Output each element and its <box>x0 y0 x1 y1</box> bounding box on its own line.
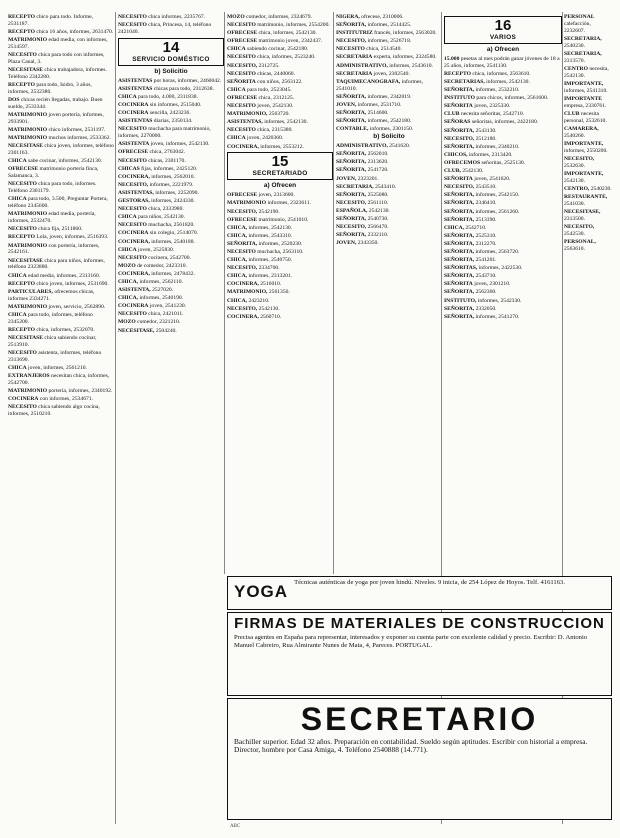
classified-ad: ASISTENTAS chicas para todo, 2312638. <box>118 85 214 92</box>
classified-ad: COCINERA, informes, 2553212. <box>227 143 304 150</box>
classified-ad: SEÑORITA, informes, 2532210. <box>444 87 520 94</box>
classified-ad: RECEPTO Lola, joven, informes, 2516393. <box>8 234 109 241</box>
classified-ad: COCINERA, informes, 2562010. <box>118 173 195 180</box>
classified-ad: MATRIMONIO, 2561350. <box>227 289 290 296</box>
classified-ad: SEÑORITA, informes, 2340210. <box>444 143 520 150</box>
ad-headline: YOGA <box>234 582 289 601</box>
classified-ad: SECRETARIA, 2313570. <box>564 50 602 64</box>
classified-ad: JOVEN, 2343350. <box>336 240 379 247</box>
classified-ad: SEÑORITA, 2312270. <box>444 240 497 247</box>
classified-ad: SECRETARIA joven, 2302540. <box>336 70 410 77</box>
classified-ad: TAQUIMECANOGRAFA, informes, 2541010. <box>336 78 423 92</box>
classified-ad: SEÑORITA, informes, 2542180. <box>336 118 412 125</box>
classified-ad: MATRIMONIO joven, servicio, 2562890. <box>8 303 106 310</box>
classified-ad: ASISTENTAS, informes, 2542130. <box>227 119 308 126</box>
section-subheader: b) Solicito <box>373 133 405 141</box>
classified-ad: CHICA, 2423210. <box>227 297 270 304</box>
classified-ad: CENTRO necesita, 2542130. <box>564 65 609 79</box>
classified-ad: SECRETARIAS, informes, 2542130. <box>444 79 530 85</box>
classified-ad: MOZO de comedor, 2423310. <box>118 262 187 269</box>
display-ad-secretario <box>227 698 612 820</box>
classified-ad: SEÑORITA, informes, 2542150. <box>444 192 520 199</box>
ad-column-4 <box>336 14 442 586</box>
classified-ad: IMPORTANTE empresa, 2330761. <box>564 95 607 109</box>
classified-ad: NECESITO, 2512180. <box>444 135 497 142</box>
classified-ad: RECEPTO chico joven, informes, 2531690. <box>8 280 109 287</box>
ad-body: Bachiller superior. Edad 32 años. Preparación en contabilidad. Sueldo según aptitudes. Escribir con historial a empresa. Director, hombre por Casa Amiga, 4. Teléfono 2540888 (14.771). <box>234 737 588 755</box>
classified-ad: NECESITO matrimonio, informes, 2554200. <box>227 22 330 29</box>
classified-ad: NECESITO joven, 2542130. <box>227 103 294 110</box>
classified-ad: NECESITASE chica trabajadora, informes. Teléfono 2342280. <box>8 67 107 80</box>
classified-ad: MATRIMONIO joven portería, informes, 2933901. <box>8 112 104 125</box>
classified-ad: NECESITO, 2542130. <box>227 305 280 312</box>
section-subheader: a) Ofrecen <box>263 182 297 190</box>
ad-body: Precisa agentes en España para representar, interesados y exponer su cuenta parte con excelente calidad y precio. Escribir: D. Antonio Manuel Cabreiro, Rua Almirante Nunes de Mata, 4, Pareces. PORTUGAL. <box>234 634 588 649</box>
classified-ad: ASISTENTAS, informes, 2252090. <box>118 189 199 196</box>
classified-ad: SEÑORITA, informes, 2520230. <box>227 240 303 247</box>
classified-ad: CLUB necesita personal, 2532610. <box>564 110 607 124</box>
classified-ad: RECEPTO chica, informes, 2563610. <box>444 70 531 77</box>
classified-ad: PERSONAL, 2563610. <box>564 239 596 252</box>
classified-ad: CHICA sabiendo cocinar, 2542180. <box>227 46 309 53</box>
classified-ad: DOS chicas recién llegadas, trabajo. Buen sueldo, 2533344. <box>8 97 103 110</box>
classified-ad: NECESITO chica informes, 2235767. <box>118 14 206 20</box>
classified-ad: CHICAS fijas, informes, 2425120. <box>118 165 198 172</box>
classified-ad: IMPORTANTE, informes, 2550200. <box>564 140 608 154</box>
classified-ad: PARTICULARES, ofrecemos chicas, informes 2334271. <box>8 288 95 302</box>
classified-ad: NECESITO chica, 2514540. <box>336 46 402 53</box>
classified-ad: CHICA, informes, 2542130. <box>227 224 293 231</box>
classified-ad: SEÑORITAS, informes, 2422530. <box>444 265 523 272</box>
classified-ad: INSTITUTO, informes, 2542330. <box>444 297 522 304</box>
column-3-body <box>227 192 333 320</box>
classified-ad: MOZO comedor, informes, 2324679. <box>227 14 312 20</box>
classified-ad: NECESITO, 2542190. <box>227 208 280 215</box>
classified-ad: CHICA para todo, 3.500, Preguntar Portera, teléfono 2345600. <box>8 196 108 210</box>
classified-ad: SEÑORITA, informes, 2563720. <box>444 248 520 255</box>
classified-ad: NECESITO, 2566470. <box>336 224 389 231</box>
classified-ad: OFRECESE chica, informes, 2542130. <box>227 30 317 37</box>
section-title: SERVICIO DOMÉSTICO <box>132 55 210 63</box>
classified-ad: CHICA, 2542710. <box>444 224 487 231</box>
classified-ad: ASISTENTA joven, informes, 2542130. <box>118 141 210 148</box>
classified-ad: COCINERA sin informes, 2515040. <box>118 102 202 109</box>
classified-ad: SECRETARIA, 2543410. <box>336 183 397 190</box>
column-3-top <box>227 14 333 150</box>
classified-ad: SEÑORITA, informes, 2541270. <box>444 313 520 320</box>
ad-body: Técnicas auténticas de yoga por joven hindú. Niveles. 9 inicia, de 254 López de Hoyos. Telf. 4161163. <box>294 579 565 586</box>
classified-ad: NIGERA, ofrecese, 2310006. <box>336 14 404 20</box>
classified-ad: SEÑORITA, informes, 2342019. <box>336 93 412 100</box>
classified-ad: PERSONAL calefacción, 2232607. <box>564 14 595 34</box>
classified-ad: SEÑORITA, 2525310. <box>444 232 497 239</box>
classified-ad: COCINERA, 2560710. <box>227 313 282 320</box>
classified-ad: IMPORTANTE, 2542130. <box>564 170 604 184</box>
classified-ad: OFRECESE joven, 2313600. <box>227 192 295 199</box>
classified-ad: CHICA para todo, informes, teléfono 2345200. <box>8 311 93 325</box>
classified-ad: NECESITO, 2334700. <box>227 265 280 272</box>
classified-ad: RECEPTO para todo, Isidro, 3 años, informes, 2532380. <box>8 82 92 95</box>
section-title: SECRETARIADO <box>252 170 308 178</box>
classified-ad: NECESITO muchacha para matrimonio, informes, 2270000. <box>118 126 211 140</box>
classified-ad: SEÑORITA, 2543710. <box>444 273 497 280</box>
classified-ad: OFRECESE matrimonio, 2541010. <box>227 216 309 223</box>
classified-ad: SEÑORITA, informes, 2514425. <box>336 22 412 29</box>
classified-ad: NECESITO muchacha, 2563110. <box>227 248 304 255</box>
classified-ad: CHICA para niños, 2542130. <box>118 214 185 221</box>
classified-ad: CHICA joven, 2420360. <box>227 135 284 142</box>
classified-ad: CHICA, informes, 2313201. <box>227 273 293 280</box>
classified-ad: SEÑORITA, 2541720. <box>336 167 389 174</box>
classified-ad: OFRECEMOS señoritas, 2525130. <box>444 159 526 166</box>
classified-ad: NECESITASE chica sabiendo cocinar, 2513910. <box>8 334 97 348</box>
classified-ad: SEÑORITA, 2562010. <box>336 151 389 158</box>
classified-ad: CLUB, 2542130. <box>444 168 484 175</box>
section-number: 15 <box>271 153 289 171</box>
classified-ad: EXTRANJEROS necesitan chica, informes, 2542700. <box>8 373 110 386</box>
classified-ad: SEÑORITA joven, 2325330. <box>444 103 511 110</box>
classified-ad: SEÑORITA, 2525080. <box>336 191 389 198</box>
classified-ad: OFRECESE chica, 2312125. <box>227 94 295 101</box>
classified-ad: NECESITO, 2532630. <box>564 155 595 169</box>
classified-ad: NECESITO chica para todo con informes, Plaza Canal, 3. <box>8 52 105 65</box>
classified-ad: CHICA, informes, 2543310. <box>227 232 293 239</box>
section-subheader: a) Ofrecen <box>486 46 520 53</box>
ad-headline: FIRMAS DE MATERIALES DE CONSTRUCCION <box>234 615 605 632</box>
column-2-top <box>118 14 224 36</box>
classified-ad: MOZO comedor, 2321210. <box>118 319 181 326</box>
classified-ad: NECESITO chica, Princesa, 14, teléfono 2421040. <box>118 22 212 35</box>
classified-ad: MATRIMONIO muchos informes, 2533362. <box>8 135 111 142</box>
classified-ad: ASISTENTAS por horas, informes, 2460042. <box>118 77 222 84</box>
classified-ad: NECESITASE, 2313500. <box>564 209 601 222</box>
classified-ad: MATRIMONIO informes, 2323611. <box>227 200 311 207</box>
classified-ad: CHICA para todo, 4.000, 2311838. <box>118 94 198 100</box>
classified-ad: CLUB necesita señoritas, 2542710. <box>444 111 525 118</box>
classified-ad: SEÑORITA, 2313620. <box>336 159 389 166</box>
classified-ad: ESPAÑOLA, 2542130. <box>336 207 390 214</box>
classified-ad: NECESITO chicas, 2301170. <box>118 157 186 164</box>
classified-ad: NECESITASE chica joven, informes, teléfono 2301163. <box>8 143 114 157</box>
ad-column-1 <box>8 14 114 826</box>
classified-ad: SEÑORITA, 2513390. <box>444 216 497 223</box>
classified-ad: NECESITO, 2543510. <box>444 184 497 191</box>
classified-ad: NECESITO, 2561110. <box>336 199 389 206</box>
classified-ad: SEÑORITA, 2514600. <box>336 109 389 116</box>
column-2-body <box>118 78 224 335</box>
classified-ad: COCINERA, 2516010. <box>227 281 282 288</box>
classified-ad: COCINERA sencilla, 2423236. <box>118 110 191 117</box>
section-header-16 <box>444 16 562 44</box>
classified-ad: 15.000 pesetas al mes podrán ganar jóvenes de 18 a 25 años, informes, 2541130. <box>444 55 560 69</box>
classified-ad: RECEPTO chica, informes, 2532070. <box>8 326 95 333</box>
classified-ad: NECESITASE chica para niños, informes, teléfono 2323880. <box>8 257 105 271</box>
classified-ad: NECESITO chica fija, 2511860. <box>8 226 83 233</box>
classified-ad: CHICOS, informes, 2313420. <box>444 151 513 158</box>
section-number: 16 <box>494 17 512 34</box>
classified-ad: SEÑORITA joven, 2541620. <box>444 176 511 183</box>
classified-ad: RECEPTO chico para todo. Informe, 2531187. <box>8 14 94 27</box>
column-4-body <box>336 143 442 247</box>
section-header-15 <box>227 152 333 180</box>
classified-ad: NECESITO, informes, 2526718. <box>336 38 412 45</box>
classified-ad: SEÑORITA, informes, 2561260. <box>444 208 520 215</box>
classified-ad: CAMARERA, 2540260. <box>564 125 599 139</box>
classified-ad: NECESITO chica para todo, informes. Teléfono 2301179. <box>8 181 97 195</box>
classified-ad: SEÑORITA, 2540730. <box>336 215 389 222</box>
classified-ad: OFRECESE chica, 2763042. <box>118 149 186 156</box>
classified-ad: IMPORTANTE, informes, 2541310. <box>564 80 608 94</box>
ad-column-3 <box>227 14 333 586</box>
classified-ad: NECESITO asistenta, informes, teléfono 2313690. <box>8 349 102 363</box>
classified-ad: CHICA para todo, 2523045. <box>227 86 292 93</box>
classified-ad: SEÑORITA, 2346410. <box>444 200 497 207</box>
classified-ad: JOVEN, 2323201. <box>336 175 379 182</box>
display-ad-firmas <box>227 612 612 696</box>
classified-ad: COCINERA joven, 2541230. <box>118 303 187 310</box>
classified-ad: NECESITO, 2312725. <box>227 62 280 69</box>
section-number: 14 <box>162 38 180 56</box>
ad-headline: SECRETARIO <box>300 701 539 737</box>
ad-column-2 <box>118 14 224 586</box>
classified-ad: CHICA, informes, 2540190. <box>118 295 184 302</box>
classified-ad: SECRETARIA, 2540230. <box>564 35 602 49</box>
classified-ad: NECESITO chica sabiendo algo cocina, informes, 2510210. <box>8 404 100 418</box>
classified-ad: CHICA sabe cocinar, informes, 2542130. <box>8 158 103 165</box>
classified-ad: SEÑORAS señoritas, informes, 2422180. <box>444 119 539 126</box>
classified-ad: ADMINISTRATIVO, 2541620. <box>336 143 411 150</box>
classified-ad: OFRECESE matrimonio joven, 2342437. <box>227 38 323 45</box>
classified-ad: COCINERA sin colegio, 2514070. <box>118 230 199 237</box>
section-title: VARIOS <box>489 34 517 41</box>
classified-ad: INSTITUTO para chicos, informes, 2561600. <box>444 95 549 102</box>
classified-ad: NECESITO, 2542530. <box>564 224 595 237</box>
classified-ad: NECESITO muchacha, 2561820. <box>118 222 195 229</box>
section-subheader: b) Solicitio <box>154 67 188 75</box>
classified-ad: SEÑORITA, 2541201. <box>444 257 497 264</box>
classified-ad: NECESITASE, 2504240. <box>118 327 177 334</box>
classified-ad: CHICA edad media, informes, 2313160. <box>8 272 101 279</box>
classified-ad: CHICA, informes, 2540750. <box>227 257 293 264</box>
classified-ad: RECEPTO chica 16 años, informes, 2631470. <box>8 29 114 35</box>
classified-ad: ASISTENTA, 2527020. <box>118 287 174 294</box>
classified-ad: MATRIMONIO chico informes, 2531197. <box>8 127 106 134</box>
column-rule <box>224 12 225 574</box>
classified-ad: NECESITO, informes, 2221979. <box>118 181 194 188</box>
classified-ad: COCINERA con informes, 2534671. <box>8 396 93 403</box>
classified-ad: NECESITO chica, informes, 2523240. <box>227 54 316 61</box>
classified-ad: NECESITO cocinera, 2542700. <box>118 254 191 261</box>
classified-ad: SEÑORITA joven, 2301210. <box>444 281 511 288</box>
classified-ad: NECESITO chica, 2333980. <box>118 206 184 213</box>
display-ad-yoga <box>227 576 612 610</box>
classified-ad: NECESITO chica, 2315380. <box>227 127 293 134</box>
classified-ad: CHICA joven, 2525830. <box>118 246 175 253</box>
classified-ad: CENTRO, 2540230. <box>564 185 612 192</box>
classified-ad: GESTORAS, informes, 2424330. <box>118 198 195 205</box>
classified-ad: INSTITUTRIZ francés, informes, 2563020. <box>336 30 437 37</box>
classified-ad: SEÑORITA, 2332110. <box>336 232 389 239</box>
classified-ad: NECESITO chicas, 2440060. <box>227 70 295 77</box>
classified-ad: MATRIMONIO, 2563720. <box>227 111 290 118</box>
classified-ad: MATRIMONIO con portería, informes, 2542161. <box>8 242 100 256</box>
classified-ad: SEÑORITA, 2562360. <box>444 289 497 296</box>
classified-ad: SEÑORITA con niños, 2563122. <box>227 78 303 85</box>
classified-ad: MATRIMONIO edad media, portería, informes, 2532470. <box>8 211 96 225</box>
classified-ad: ASISTENTAS diarias, 2350134. <box>118 118 193 125</box>
column-5-body <box>444 56 562 321</box>
column-rule <box>115 12 116 824</box>
classified-ad: CHICA, informes, 2562110. <box>118 278 183 285</box>
classified-ad: CHICA joven, informes, 2561210. <box>8 364 87 371</box>
classified-ad: MATRIMONIO edad media, con informes, 2514597. <box>8 37 108 50</box>
classified-ad: MATRIMONIO portería, informes, 2340192. <box>8 388 113 395</box>
classified-ad: NECESITO chica, 2421011. <box>118 311 184 318</box>
column-4-top <box>336 14 442 133</box>
classified-ad: JOVEN, informes, 2531710. <box>336 101 402 108</box>
classified-ad: SEÑORITA, 2543130. <box>444 127 497 134</box>
classified-ad: ADMINISTRATIVO, informes, 2543610. <box>336 62 433 69</box>
page-marker: ABC <box>230 824 241 829</box>
classified-ad: COCINERA, informes, 2478432. <box>118 270 195 277</box>
classified-ad: RESTAURANTE, 2541030. <box>564 194 608 207</box>
classified-ad: OFRECESE matrimonio portería finca, Salamanca, 3. <box>8 166 99 180</box>
column-rule <box>333 12 334 574</box>
classified-ad: CONTABLE, informes, 2301150. <box>336 126 414 133</box>
classified-ad: COCINERA, informes, 2540188. <box>118 238 195 245</box>
classified-ad: SEÑORITA, 2332050. <box>444 305 497 312</box>
classified-ad: SECRETARIA experta, informes, 2324580. <box>336 54 437 61</box>
section-header-14 <box>118 38 224 66</box>
